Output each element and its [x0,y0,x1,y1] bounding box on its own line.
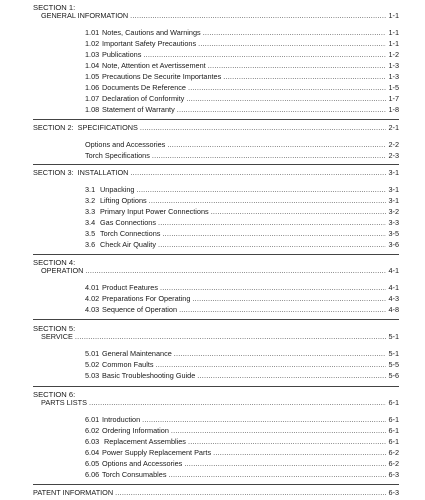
entry-number: 3.6 [85,240,96,249]
section-3-page: 3-1 [388,168,399,177]
leader-dots [198,39,386,49]
entry-number: 1.08 [85,105,100,114]
section-5-title: SERVICE [41,332,73,341]
toc-entry[interactable] [85,140,399,150]
entry-label: Replacement Assemblies [102,437,186,446]
leader-dots [184,459,386,469]
leader-dots [179,305,386,315]
entry-number: 6.06 [85,470,100,479]
entry-page: 1-3 [388,72,399,81]
entry-number: 6.04 [85,448,100,457]
toc-entry-section-5[interactable] [41,332,399,342]
section-6-title: PARTS LISTS [41,398,87,407]
entry-label: Note, Attention et Avertissement [102,61,206,70]
section-divider [33,386,399,387]
toc-entry[interactable] [85,50,399,60]
section-4-page: 4-1 [388,266,399,275]
leader-dots [208,61,387,71]
entry-page: 1-2 [388,50,399,59]
entry-number: 6.01 [85,415,100,424]
toc-entry[interactable] [85,229,399,239]
entry-label: Basic Troubleshooting Guide [102,371,196,380]
toc-entry-section-2[interactable] [33,123,399,133]
section-6-page: 6-1 [388,398,399,407]
leader-dots [130,168,386,178]
entry-page: 2-3 [388,151,399,160]
entry-page: 5-6 [388,371,399,380]
entry-label: Common Faults [102,360,154,369]
entry-page: 6-1 [388,415,399,424]
entry-label: Declaration of Conformity [102,94,185,103]
leader-dots [142,415,386,425]
entry-page: 1-3 [388,61,399,70]
section-divider [33,119,399,120]
leader-dots [140,123,387,133]
toc-entry[interactable] [85,240,399,250]
section-2-page: 2-1 [388,123,399,132]
section-1-title: GENERAL INFORMATION [41,11,129,20]
toc-entry[interactable] [85,305,399,315]
entry-number: 5.01 [85,349,100,358]
entry-number: 5.03 [85,371,100,380]
toc-entry[interactable] [85,415,399,425]
toc-entry[interactable] [85,448,399,458]
section-divider [33,319,399,320]
entry-page: 1-8 [388,105,399,114]
section-4-title: OPERATION [41,266,84,275]
leader-dots [203,28,387,38]
entry-label: Gas Connections [100,218,156,227]
leader-dots [149,196,387,206]
toc-entry-section-4[interactable] [41,266,399,276]
entry-page: 1-1 [388,39,399,48]
entry-number: 3.1 [85,185,96,194]
entry-label: Precautions De Securite Importantes [102,72,222,81]
entry-number: 6.05 [85,459,100,468]
entry-label: Power Supply Replacement Parts [102,448,212,457]
entry-page: 1-7 [388,94,399,103]
entry-page: 6-1 [388,437,399,446]
leader-dots [186,94,386,104]
toc-entry[interactable] [85,437,399,447]
section-5-page: 5-1 [388,332,399,341]
toc-entry[interactable] [85,151,399,161]
patent-label: PATENT INFORMATION [33,488,114,497]
leader-dots [188,83,386,93]
leader-dots [171,426,387,436]
leader-dots [136,185,386,195]
entry-label: Options and Accessories [85,140,166,149]
toc-entry[interactable] [85,83,399,93]
leader-dots [89,398,386,408]
leader-dots [169,470,387,480]
section-2-heading: SECTION 2: [33,123,74,132]
entry-number: 4.02 [85,294,100,303]
entry-label: Torch Specifications [85,151,150,160]
entry-number: 3.3 [85,207,96,216]
section-1-page: 1-1 [388,11,399,20]
section-divider [33,164,399,165]
entry-number: 1.01 [85,28,100,37]
toc-entry[interactable] [85,294,399,304]
entry-page: 4-1 [388,283,399,292]
toc-entry[interactable] [85,196,399,206]
entry-number: 6.02 [85,426,100,435]
toc-entry[interactable] [85,28,399,38]
leader-dots [152,151,387,161]
entry-label: Torch Connections [100,229,161,238]
entry-label: Primary Input Power Connections [100,207,209,216]
toc-entry-section-3[interactable] [33,168,399,178]
entry-page: 3-1 [388,196,399,205]
leader-dots [143,50,386,60]
leader-dots [211,207,387,217]
entry-label: Statement of Warranty [102,105,175,114]
entry-page: 3-6 [388,240,399,249]
leader-dots [213,448,386,458]
entry-number: 1.02 [85,39,100,48]
section-3-title: INSTALLATION [77,168,129,177]
entry-label: Lifting Options [100,196,147,205]
entry-label: Product Features [102,283,158,292]
entry-number: 1.07 [85,94,100,103]
entry-label: Important Safety Precautions [102,39,197,48]
entry-number: 4.03 [85,305,100,314]
entry-label: General Maintenance [102,349,172,358]
entry-number: 3.5 [85,229,96,238]
entry-page: 5-1 [388,349,399,358]
entry-page: 3-5 [388,229,399,238]
entry-page: 6-2 [388,459,399,468]
leader-dots [197,371,386,381]
entry-page: 6-1 [388,426,399,435]
toc-entry-patent[interactable] [33,488,399,498]
entry-label: Unpacking [100,185,135,194]
leader-dots [177,105,387,115]
toc-entry[interactable] [85,470,399,480]
toc-entry[interactable] [85,349,399,359]
entry-page: 2-2 [388,140,399,149]
section-divider [33,484,399,485]
patent-page: 6-3 [388,488,399,497]
entry-label: Publications [102,50,142,59]
section-4-heading: SECTION 4: [33,258,76,267]
leader-dots [75,332,387,342]
section-divider [33,254,399,255]
entry-number: 5.02 [85,360,100,369]
toc-entry[interactable] [85,105,399,115]
toc-entry[interactable] [85,360,399,370]
entry-page: 3-2 [388,207,399,216]
section-3-heading: SECTION 3: [33,168,74,177]
toc-entry[interactable] [85,207,399,217]
leader-dots [223,72,386,82]
entry-label: Introduction [102,415,141,424]
leader-dots [162,229,386,239]
entry-page: 6-2 [388,448,399,457]
entry-page: 1-5 [388,83,399,92]
entry-page: 3-1 [388,185,399,194]
entry-number: 4.01 [85,283,100,292]
leader-dots [167,140,386,150]
toc-entry[interactable] [85,61,399,71]
toc-entry[interactable] [85,371,399,381]
entry-label: Sequence of Operation [102,305,178,314]
entry-number: 3.2 [85,196,96,205]
leader-dots [192,294,386,304]
entry-page: 3-3 [388,218,399,227]
leader-dots [160,283,386,293]
entry-number: 1.05 [85,72,100,81]
toc-entry[interactable] [85,426,399,436]
toc-entry[interactable] [85,283,399,293]
leader-dots [174,349,387,359]
leader-dots [158,218,386,228]
entry-number: 3.4 [85,218,96,227]
entry-number: 1.04 [85,61,100,70]
entry-label: Options and Accessories [102,459,183,468]
leader-dots [130,11,386,21]
section-2-title: SPECIFICATIONS [77,123,138,132]
entry-label: Documents De Reference [102,83,186,92]
section-6-heading: SECTION 6: [33,390,76,399]
entry-page: 1-1 [388,28,399,37]
entry-page: 6-3 [388,470,399,479]
leader-dots [158,240,386,250]
leader-dots [188,437,386,447]
toc-entry[interactable] [85,218,399,228]
entry-label: Ordering Information [102,426,169,435]
entry-number: 1.03 [85,50,100,59]
section-1-heading: SECTION 1: [33,3,76,12]
section-5-heading: SECTION 5: [33,324,76,333]
toc-entry[interactable] [85,459,399,469]
leader-dots [115,488,386,498]
entry-label: Torch Consumables [102,470,167,479]
leader-dots [156,360,387,370]
toc-entry[interactable] [85,94,399,104]
toc-entry-section-1[interactable] [41,11,399,21]
entry-label: Notes, Cautions and Warnings [102,28,201,37]
entry-number: 1.06 [85,83,100,92]
toc-entry[interactable] [85,72,399,82]
leader-dots [85,266,386,276]
entry-page: 5-5 [388,360,399,369]
toc-entry-section-6[interactable] [41,398,399,408]
entry-label: Check Air Quality [100,240,156,249]
entry-page: 4-3 [388,294,399,303]
entry-label: Preparations For Operating [102,294,191,303]
entry-page: 4-8 [388,305,399,314]
entry-number: 6.03 [85,437,100,446]
toc-entry[interactable] [85,39,399,49]
toc-entry[interactable] [85,185,399,195]
